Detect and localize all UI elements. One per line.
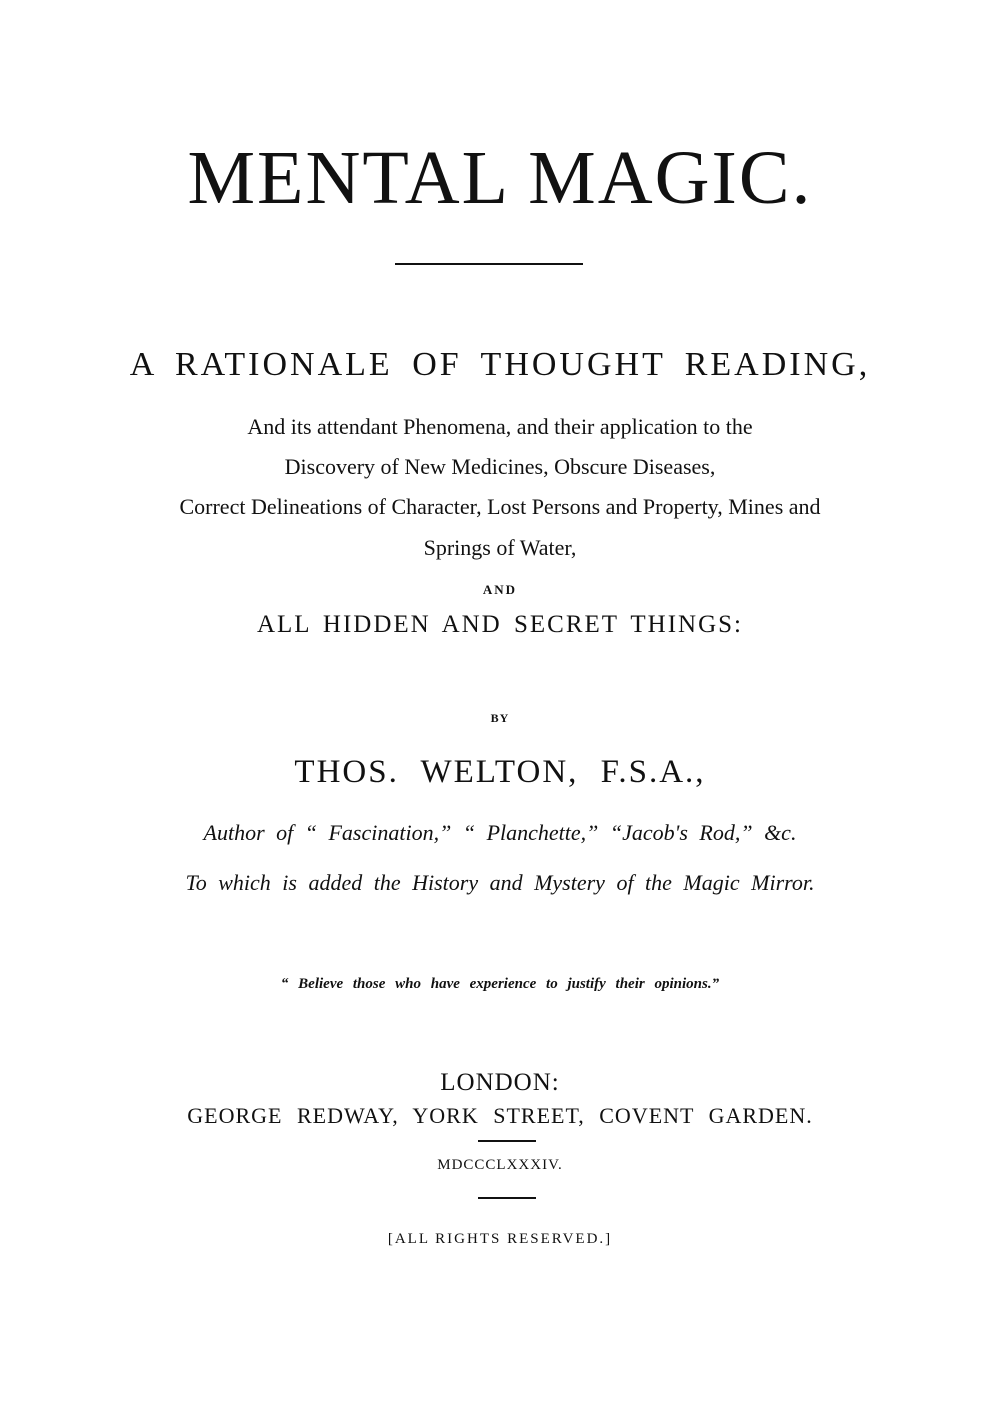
added-content-line: To which is added the History and Mystery of the Magic Mirror. [185,870,815,895]
imprint-publisher: GEORGE REDWAY, YORK STREET, COVENT GARDEN. [187,1103,813,1128]
conjunction-and: AND [482,582,518,597]
title-rule [395,263,583,265]
rights-notice: [ALL RIGHTS RESERVED.] [387,1231,613,1247]
hidden-things-line: ALL HIDDEN AND SECRET THINGS: [256,611,744,638]
author-works: Author of “ Fascination,” “ Planchette,” “Jacob's Rod,” &c. [203,820,797,845]
motto-quote: “ Believe those who have experience to justify their opinions.” [280,976,720,992]
by-line: BY [490,711,510,725]
description-line-1: And its attendant Phenomena, and their application to the [247,414,753,439]
imprint-year: MDCCCLXXXIV. [437,1157,563,1173]
year-rule [478,1197,536,1199]
description-line-2: Discovery of New Medicines, Obscure Diseases, [284,454,716,479]
book-title: MENTAL MAGIC. [187,136,813,220]
description-line-3: Correct Delineations of Character, Lost Persons and Property, Mines and [179,494,821,519]
author-name: THOS. WELTON, F.S.A., [294,754,706,790]
book-subtitle: A RATIONALE OF THOUGHT READING, [129,346,871,383]
imprint-city: LONDON: [440,1069,560,1096]
publisher-rule [478,1140,536,1142]
description-line-4: Springs of Water, [423,535,577,560]
